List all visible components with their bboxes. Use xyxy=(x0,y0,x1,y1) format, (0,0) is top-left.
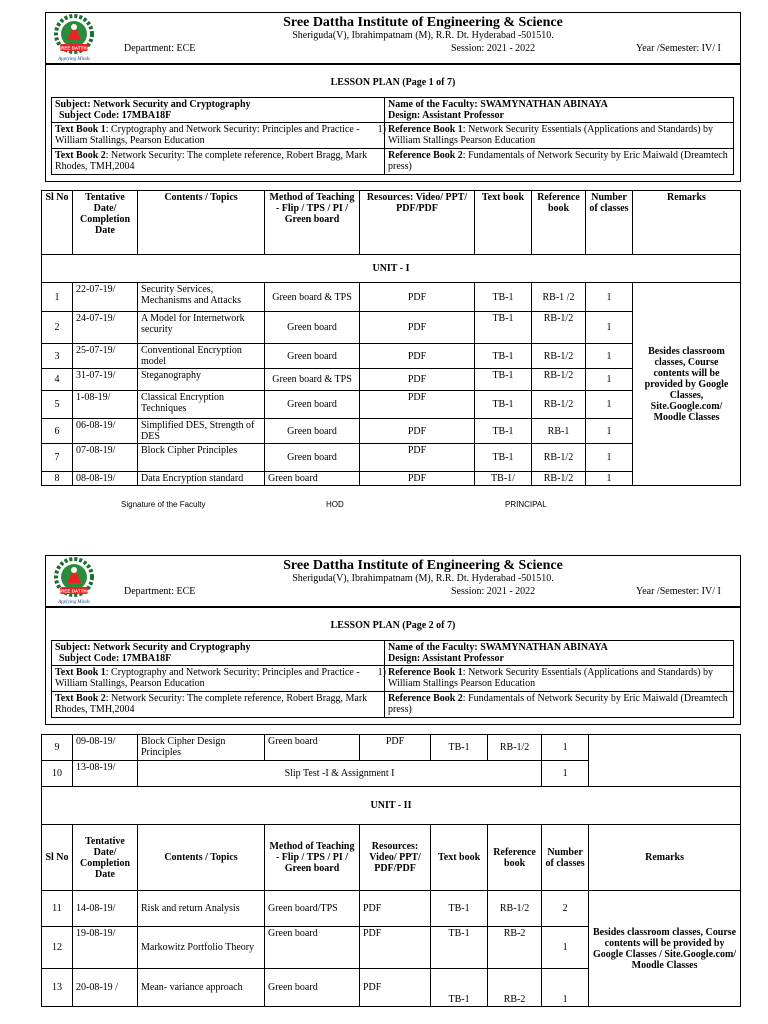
row-reference: RB-2 xyxy=(488,969,542,1007)
row-date: 09-08-19/ xyxy=(73,735,138,761)
row-sl: 3 xyxy=(42,344,73,369)
row-resources: PDF xyxy=(360,472,475,486)
col-reference: Reference book xyxy=(532,191,586,255)
institute-name: Sree Dattha Institute of Engineering & Science xyxy=(283,15,563,30)
row-textbook: TB-1 xyxy=(475,312,532,344)
lesson-plan-title: LESSON PLAN (Page 1 of 7) xyxy=(330,77,456,88)
row-textbook: TB-1 xyxy=(475,344,532,369)
row-reference: RB-1/2 xyxy=(488,891,542,927)
tb2-label: Text Book 2 xyxy=(55,693,106,704)
rb2-text: : Fundamentals of Network Security by Eric Maiwald (Dreamtech press) xyxy=(388,150,728,172)
row-topic: Steganography xyxy=(138,369,265,391)
row-sl: 1 xyxy=(42,283,73,312)
institute-address: Sheriguda(V), Ibrahimpatnam (M), R.R. Dt. Hyderabad -501510. xyxy=(292,573,554,584)
svg-text:SREE DATTHA: SREE DATTHA xyxy=(58,45,90,51)
col-classes: Number of classes xyxy=(586,191,633,255)
row-resources: PDF xyxy=(360,283,475,312)
row-topic: Markowitz Portfolio Theory xyxy=(138,927,265,969)
row-classes: 1 xyxy=(542,761,589,787)
row-textbook: TB-1 xyxy=(475,419,532,444)
row-classes: 1 xyxy=(542,927,589,969)
row-topic: Classical Encryption Techniques xyxy=(138,391,265,419)
tb2-text: : Network Security: The complete reference, Robert Bragg, Mark Rhodes, TMH,2004 xyxy=(55,150,368,172)
col-reference: Reference book xyxy=(488,825,542,891)
col-resources: Resources: Video/ PPT/ PDF/PDF xyxy=(360,825,431,891)
row-date: 24-07-19/ xyxy=(73,312,138,344)
slip-test: Slip Test -I & Assignment I xyxy=(138,761,542,787)
svg-text:Applying Minds: Applying Minds xyxy=(58,57,90,62)
rb1-text: : Network Security Essentials (Applications and Standards) by William Stallings Pearson Education xyxy=(388,124,714,146)
row-sl: 10 xyxy=(42,761,73,787)
row-resources: PDF xyxy=(360,419,475,444)
institute-address: Sheriguda(V), Ibrahimpatnam (M), R.R. Dt. Hyderabad -501510. xyxy=(292,30,554,41)
rb2-text: : Fundamentals of Network Security by Eric Maiwald (Dreamtech press) xyxy=(388,693,728,715)
row-date: 19-08-19/ xyxy=(73,927,138,969)
year-semester: Year /Semester: IV/ I xyxy=(636,586,721,597)
col-date: Tentative Date/ Completion Date xyxy=(73,825,138,891)
row-resources: PDF xyxy=(360,391,475,419)
row-classes: 1 xyxy=(586,391,633,419)
row-topic: Block Cipher Design Principles xyxy=(138,735,265,761)
row-textbook: TB-1 xyxy=(475,369,532,391)
row-date: 20-08-19 / xyxy=(73,969,138,1007)
col-date: Tentative Date/ Completion Date xyxy=(73,191,138,255)
row-textbook: TB-1 xyxy=(431,891,488,927)
col-classes: Number of classes xyxy=(542,825,589,891)
col-resources: Resources: Video/ PPT/ PDF/PDF xyxy=(360,191,475,255)
row-resources: PDF xyxy=(360,369,475,391)
rb1-text: : Network Security Essentials (Applications and Standards) by William Stallings Pearson Education xyxy=(388,667,714,689)
col-method: Method of Teaching - Flip / TPS / PI / Green board xyxy=(265,825,360,891)
row-method: Green board/TPS xyxy=(265,891,360,927)
col-remarks: Remarks xyxy=(589,825,741,891)
tb2-label: Text Book 2 xyxy=(55,150,106,161)
row-topic: Risk and return Analysis xyxy=(138,891,265,927)
session: Session: 2021 - 2022 xyxy=(451,43,536,54)
col-sl: Sl No xyxy=(42,191,73,255)
faculty-name: Name of the Faculty: SWAMYNATHAN ABINAYA xyxy=(388,99,608,110)
row-sl: 11 xyxy=(42,891,73,927)
rb1-label: Reference Book 1 xyxy=(388,124,463,135)
row-method: Green board xyxy=(265,391,360,419)
row-classes: 1 xyxy=(586,472,633,486)
tb2-text: : Network Security: The complete reference, Robert Bragg, Mark Rhodes, TMH,2004 xyxy=(55,693,368,715)
faculty-design: Design: Assistant Professor xyxy=(388,653,504,664)
rb2-label: Reference Book 2 xyxy=(388,150,463,161)
row-classes: 1 xyxy=(586,283,633,312)
col-contents: Contents / Topics xyxy=(138,825,265,891)
row-sl: 12 xyxy=(42,927,73,969)
tb1-text: : Cryptography and Network Security: Principles and Practice - William Stallings, Pearson Education xyxy=(55,667,360,689)
row-method: Green board & TPS xyxy=(265,283,360,312)
row-method: Green board xyxy=(265,927,360,969)
row-topic: Conventional Encryption model xyxy=(138,344,265,369)
row-sl: 4 xyxy=(42,369,73,391)
row-reference: RB-1/2 xyxy=(532,391,586,419)
row-textbook: TB-1 xyxy=(431,969,488,1007)
svg-text:Applying Minds: Applying Minds xyxy=(58,600,90,605)
row-reference: RB-1 /2 xyxy=(532,283,586,312)
department: Department: ECE xyxy=(124,586,196,597)
row-textbook: TB-1 xyxy=(431,927,488,969)
row-textbook: TB-1/ xyxy=(475,472,532,486)
row-date: 07-08-19/ xyxy=(73,444,138,472)
row-date: 06-08-19/ xyxy=(73,419,138,444)
row-sl: 5 xyxy=(42,391,73,419)
row-textbook: TB-1 xyxy=(475,444,532,472)
row-sl: 13 xyxy=(42,969,73,1007)
row-sl: 7 xyxy=(42,444,73,472)
row-resources: PDF xyxy=(360,927,431,969)
row-reference: RB-1/2 xyxy=(532,344,586,369)
row-method: Green board xyxy=(265,312,360,344)
year-semester: Year /Semester: IV/ I xyxy=(636,43,721,54)
row-classes: 2 xyxy=(542,891,589,927)
row-sl: 9 xyxy=(42,735,73,761)
subject-code: Subject Code: 17MBA18F xyxy=(59,653,172,664)
row-classes: 1 xyxy=(542,969,589,1007)
row-reference: RB-1/2 xyxy=(532,472,586,486)
row-topic: Simplified DES, Strength of DES xyxy=(138,419,265,444)
row-date: 25-07-19/ xyxy=(73,344,138,369)
col-sl: Sl No xyxy=(42,825,73,891)
signature-hod: HOD xyxy=(326,500,344,509)
tb1-label: Text Book 1 xyxy=(55,124,106,135)
row-method: Green board xyxy=(265,472,360,486)
tb1-text: : Cryptography and Network Security: Principles and Practice - William Stallings, Pearson Education xyxy=(55,124,360,146)
page1-schedule-table xyxy=(41,190,741,486)
row-textbook: TB-1 xyxy=(475,391,532,419)
row-resources: PDF xyxy=(360,891,431,927)
row-topic: Data Encryption standard xyxy=(138,472,265,486)
lesson-plan-title: LESSON PLAN (Page 2 of 7) xyxy=(330,620,456,631)
row-reference: RB-1/2 xyxy=(532,369,586,391)
unit2-remarks: Besides classroom classes, Course contents will be provided by Google Classes / Site.Google.com/ Moodle Classes xyxy=(589,891,741,1007)
row-resources: PDF xyxy=(360,735,431,761)
subject: Subject: Network Security and Cryptography xyxy=(55,642,251,653)
row-date: 14-08-19/ xyxy=(73,891,138,927)
department: Department: ECE xyxy=(124,43,196,54)
row-resources: PDF xyxy=(360,344,475,369)
row-reference: RB-1/2 xyxy=(532,444,586,472)
row-method: Green board & TPS xyxy=(265,369,360,391)
row-date: 31-07-19/ xyxy=(73,369,138,391)
col-remarks: Remarks xyxy=(633,191,741,255)
row-resources: PDF xyxy=(360,969,431,1007)
row-topic: A Model for Internetwork security xyxy=(138,312,265,344)
page2-info-table xyxy=(51,640,734,718)
col-method: Method of Teaching - Flip / TPS / PI / Green board xyxy=(265,191,360,255)
table-row xyxy=(42,891,741,927)
row-method: Green board xyxy=(265,444,360,472)
col-textbook: Text book xyxy=(431,825,488,891)
row-classes: 1 xyxy=(586,444,633,472)
row-sl: 6 xyxy=(42,419,73,444)
tb1-label: Text Book 1 xyxy=(55,667,106,678)
table-row xyxy=(42,283,741,312)
row-classes: 1 xyxy=(586,312,633,344)
row-topic: Block Cipher Principles xyxy=(138,444,265,472)
row-method: Green board xyxy=(265,419,360,444)
unit1-remarks: Besides classroom classes, Course contents will be provided by Google Classes, Site.Google.com/ Moodle Classes xyxy=(633,283,741,486)
row-method: Green board xyxy=(265,344,360,369)
faculty-name: Name of the Faculty: SWAMYNATHAN ABINAYA xyxy=(388,642,608,653)
row-topic: Security Services, Mechanisms and Attacks xyxy=(138,283,265,312)
row-classes: 1 xyxy=(586,419,633,444)
page2-schedule-table xyxy=(41,734,741,1007)
tb1-num: 1) xyxy=(377,667,386,678)
row-textbook: TB-1 xyxy=(475,283,532,312)
remarks-empty xyxy=(589,735,741,787)
row-sl: 8 xyxy=(42,472,73,486)
session: Session: 2021 - 2022 xyxy=(451,586,536,597)
row-reference: RB-2 xyxy=(488,927,542,969)
row-classes: 1 xyxy=(586,344,633,369)
row-sl: 2 xyxy=(42,312,73,344)
row-method: Green board xyxy=(265,969,360,1007)
row-reference: RB-1 xyxy=(532,419,586,444)
page1-info-table xyxy=(51,97,734,175)
unit2-title: UNIT - II xyxy=(42,787,741,825)
svg-text:SREE DATTHA: SREE DATTHA xyxy=(58,588,90,594)
faculty-design: Design: Assistant Professor xyxy=(388,110,504,121)
rb2-label: Reference Book 2 xyxy=(388,693,463,704)
page2-header xyxy=(45,555,741,608)
signature-faculty: Signature of the Faculty xyxy=(121,500,206,509)
subject: Subject: Network Security and Cryptography xyxy=(55,99,251,110)
row-topic: Mean- variance approach xyxy=(138,969,265,1007)
row-textbook: TB-1 xyxy=(431,735,488,761)
row-date: 22-07-19/ xyxy=(73,283,138,312)
row-classes: 1 xyxy=(586,369,633,391)
signature-principal: PRINCIPAL xyxy=(505,500,547,509)
col-textbook: Text book xyxy=(475,191,532,255)
rb1-label: Reference Book 1 xyxy=(388,667,463,678)
unit1-title: UNIT - I xyxy=(42,255,741,283)
row-classes: 1 xyxy=(542,735,589,761)
row-date: 13-08-19/ xyxy=(73,761,138,787)
row-reference: RB-1/2 xyxy=(532,312,586,344)
page1-header xyxy=(45,12,741,65)
row-method: Green board xyxy=(265,735,360,761)
row-reference: RB-1/2 xyxy=(488,735,542,761)
row-resources: PDF xyxy=(360,444,475,472)
row-date: 08-08-19/ xyxy=(73,472,138,486)
col-contents: Contents / Topics xyxy=(138,191,265,255)
row-date: 1-08-19/ xyxy=(73,391,138,419)
row-resources: PDF xyxy=(360,312,475,344)
institute-name: Sree Dattha Institute of Engineering & Science xyxy=(283,558,563,573)
subject-code: Subject Code: 17MBA18F xyxy=(59,110,172,121)
tb1-num: 1) xyxy=(377,124,386,135)
table-row xyxy=(42,735,741,761)
